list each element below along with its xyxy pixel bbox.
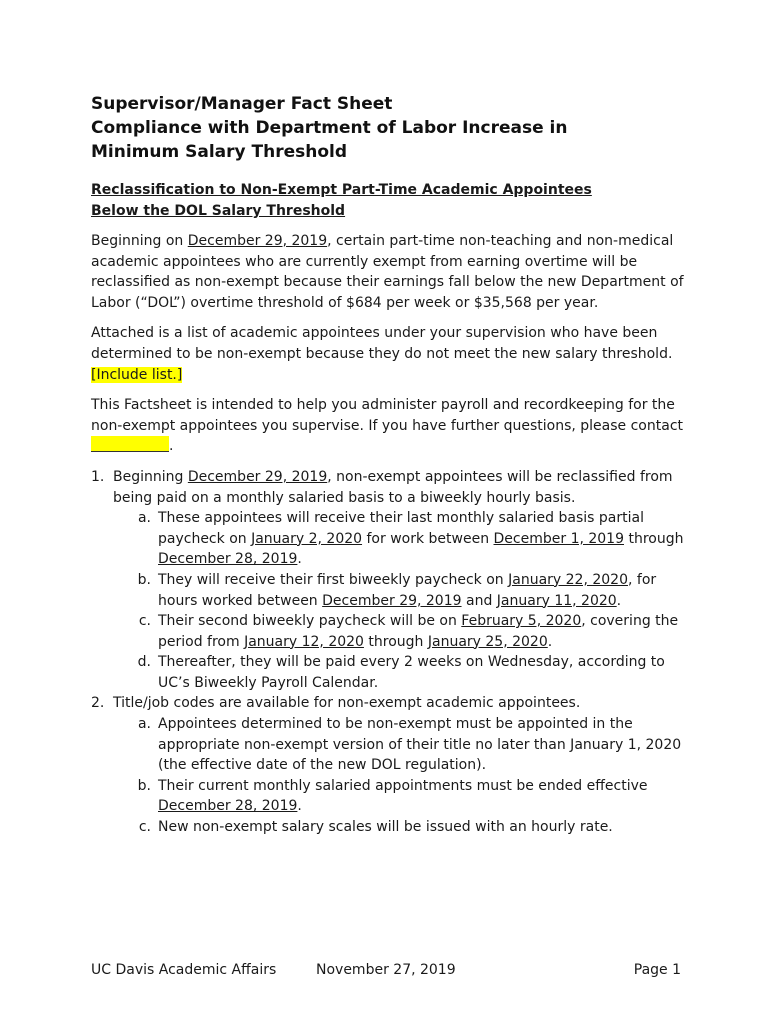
section-heading-line-2: Below the DOL Salary Threshold	[91, 203, 346, 219]
sub-item-2a: a. Appointees determined to be non-exempt must be appointed in the appropriate non-exempt version of their title no later than January 1, 2020 (the effective date of the new DOL regulation).	[137, 716, 682, 774]
date-text: December 1, 2019	[493, 530, 624, 547]
document-page	[91, 92, 691, 838]
title-line-3: Minimum Salary Threshold	[91, 142, 348, 162]
sub-letter: b.	[137, 777, 151, 794]
sub-list	[113, 714, 691, 838]
date-text: January 2, 2020	[251, 530, 363, 547]
date-text: February 5, 2020	[461, 613, 582, 630]
sub-letter: a.	[137, 716, 151, 733]
numbered-list	[91, 467, 691, 838]
date-text: January 25, 2020	[427, 633, 548, 650]
include-list-placeholder: [Include list.]	[91, 366, 183, 383]
sub-item-2c: c. New non-exempt salary scales will be issued with an hourly rate.	[113, 817, 691, 838]
intro-paragraph: Beginning on December 29, 2019, certain part-time non-teaching and non-medical academic appointees who are currently exempt from earning overtime will be reclassified as non-exempt because their earnings fall below the new Department of Labor (“DOL”) overtime threshold of $684 per week or $35,568 per year.	[91, 233, 684, 311]
date-text: December 28, 2019	[158, 798, 298, 815]
date-text: December 29, 2019	[322, 592, 462, 609]
list-item-1: 1. Beginning December 29, 2019, non-exempt appointees will be reclassified from being paid on a monthly salaried basis to a biweekly hourly basis. a. These appointees will receive their last monthly salaried basis partial paycheck on January 2, 2020 for work between December 1, 2019 through December 28, 2019. b. They will receive their first biweekly paycheck on January 22, 2020, for hours worked between December 29, 2019 and January 11, 2020. c. Their second biweekly paycheck will be on February 5, 2020, covering the period from January 12, 2020 through January 25, 2020. d. Thereafter, they will be paid every 2 weeks on Wednesday, according to UC’s Biweekly Payroll Calendar.	[91, 467, 691, 694]
document-title	[91, 92, 691, 164]
sub-letter: b.	[137, 571, 151, 588]
list-number: 2.	[91, 695, 105, 712]
sub-item-1d: d. Thereafter, they will be paid every 2 weeks on Wednesday, according to UC’s Biweekly Payroll Calendar.	[137, 654, 665, 691]
date-text: December 28, 2019	[158, 551, 298, 568]
date-text: January 11, 2020	[496, 592, 617, 609]
date-text: January 12, 2020	[244, 633, 364, 650]
section-heading	[91, 180, 691, 222]
effective-date: December 29, 2019	[187, 233, 328, 249]
list-item-2: 2. Title/job codes are available for non-exempt academic appointees. a. Appointees determined to be non-exempt must be appointed in the appropriate non-exempt version of their title no later than January 1, 2020 (the effective date of the new DOL regulation). b. Their current monthly salaried appointments must be ended effective December 28, 2019. c. New non-exempt salary scales will be issued with an hourly rate.	[91, 693, 691, 837]
footer-organization: UC Davis Academic Affairs	[91, 962, 277, 978]
sub-letter: c.	[138, 819, 151, 836]
section-heading-line-1: Reclassification to Non-Exempt Part-Time Academic Appointees	[91, 182, 592, 198]
sub-letter: a.	[137, 510, 151, 527]
sub-item-2b: b. Their current monthly salaried appointments must be ended effective December 28, 2019.	[137, 777, 648, 815]
title-line-1: Supervisor/Manager Fact Sheet	[91, 94, 393, 114]
sub-list	[113, 508, 691, 693]
sub-item-1c: c. Their second biweekly paycheck will be on February 5, 2020, covering the period from January 12, 2020 through January 25, 2020.	[138, 613, 679, 650]
title-line-2: Compliance with Department of Labor Increase in	[91, 118, 568, 138]
contact-paragraph: This Factsheet is intended to help you administer payroll and recordkeeping for the non-exempt appointees you supervise. If you have further questions, please contact .	[91, 397, 683, 455]
date-text: January 22, 2020	[508, 571, 628, 588]
contact-blank-field[interactable]	[91, 436, 169, 452]
footer-page-number: Page 1	[633, 962, 681, 978]
sub-letter: c.	[138, 613, 151, 630]
date-text: December 29, 2019	[187, 468, 328, 485]
sub-letter: d.	[137, 654, 151, 671]
list-number: 1.	[91, 468, 105, 485]
footer-date: November 27, 2019	[316, 962, 456, 978]
attached-list-paragraph: Attached is a list of academic appointees under your supervision who have been determined to be non-exempt because they do not meet the new salary threshold. [Include list.]	[91, 325, 673, 383]
sub-item-1a: a. These appointees will receive their last monthly salaried basis partial paycheck on January 2, 2020 for work between December 1, 2019 through December 28, 2019.	[137, 510, 684, 568]
sub-item-1b: b. They will receive their first biweekly paycheck on January 22, 2020, for hours worked between December 29, 2019 and January 11, 2020.	[137, 571, 657, 609]
